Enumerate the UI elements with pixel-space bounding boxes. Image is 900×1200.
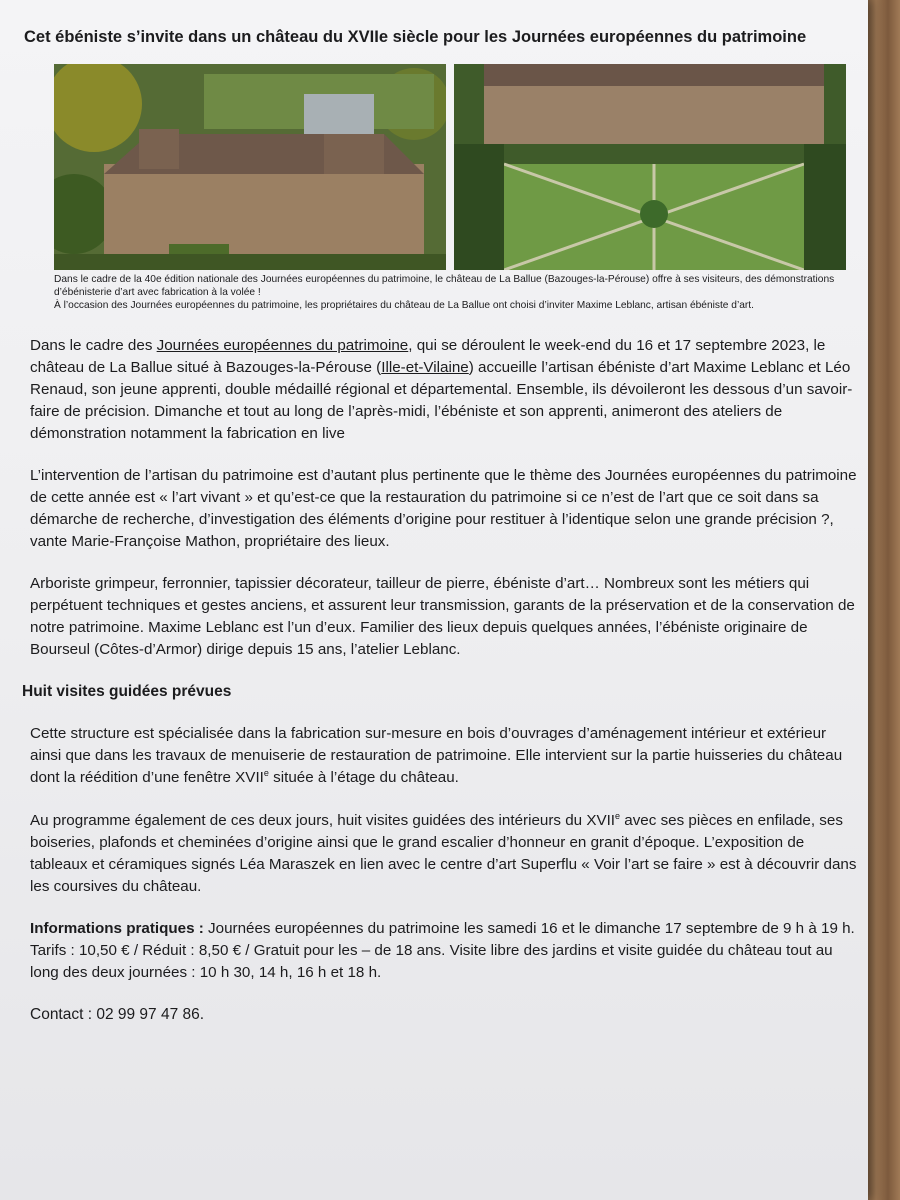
p1-text-b: , qui se déroulent le week-end du 16 et 17 septembre 2023, le château de La Ballue situé à Bazouges-la-Pérouse ( bbox=[30, 336, 826, 376]
article-content bbox=[20, 28, 860, 1046]
p5-text-b: avec ses pièces en enfilade, ses boiseries, plafonds et cheminées d’origine ainsi que le grand escalier d’honneur en granit d’époque. L’exposition de tableaux et céramiques signés Léa Maraszek en lien avec le centre d’art Superflu « Voir l’art se faire » est à découvrir dans les coursives du château. bbox=[30, 811, 857, 895]
p4-text-a: Cette structure est spécialisée dans la fabrication sur-mesure en bois d’ouvrages d’aménagement intérieur et extérieur ainsi que dans les travaux de menuiserie de restauration de patrimoine. Elle intervient sur la partie huisseries du château dont la réédition d’une fenêtre XVII bbox=[30, 725, 843, 787]
p1-text-c: ) accueille l’artisan ébéniste d’art Maxime Leblanc et Léo Renaud, son jeune apprenti, double médaillé régional et départemental. Ensemble, ils dévoileront les dessous d’un savoir-faire de précision. Dimanche et tout au long de l’après-midi, l’ébéniste et son apprenti, animeront des ateliers de démonstration notamment la fabrication en live bbox=[30, 358, 853, 442]
garden-aerial-illustration bbox=[454, 64, 846, 270]
practical-info-label: Informations pratiques : bbox=[30, 919, 204, 937]
p1-text-a: Dans le cadre des bbox=[30, 336, 157, 354]
paragraph-4 bbox=[30, 723, 860, 789]
ille-et-vilaine-link[interactable]: Ille-et-Vilaine bbox=[381, 358, 469, 376]
p5-superscript: e bbox=[615, 810, 621, 821]
paragraph-1 bbox=[30, 335, 860, 445]
chateau-aerial-photo bbox=[54, 64, 446, 270]
practical-info bbox=[30, 918, 860, 984]
journees-patrimoine-link[interactable]: Journées européennes du patrimoine bbox=[156, 336, 409, 354]
chateau-aerial-illustration bbox=[54, 64, 446, 270]
caption-line-1: Dans le cadre de la 40e édition nationale des Journées européennes du patrimoine, le château de La Ballue (Bazouges-la-Pérouse) offre à ses visiteurs, des démonstrations d’ébénisterie d’art avec fabrication à la volée ! bbox=[54, 273, 835, 299]
paragraph-3: Arboriste grimpeur, ferronnier, tapissier décorateur, tailleur de pierre, ébéniste d’art… Nombreux sont les métiers qui perpétuent techniques et gestes anciens, et assurent leur transmission, garants de la préservation et de la conservation de notre patrimoine. Maxime Leblanc est l’un d’eux. Familier des lieux depuis quelques années, l’ébéniste originaire de Bourseul (Côtes-d’Armor) dirige depuis 15 ans, l’atelier Leblanc. bbox=[30, 574, 855, 658]
p4-superscript: e bbox=[263, 768, 269, 779]
paragraph-2: L’intervention de l’artisan du patrimoine est d’autant plus pertinente que le thème des Journées européennes du patrimoine de cette année est « l’art vivant » et qu’est-ce que la restauration du patrimoine si ce n’est de l’art que ce soit dans sa démarche de recherche, d’investigation des éléments d’origine pour restituer à l’identique selon une grande précision ?, vante Marie-Françoise Mathon, propriétaire des lieux. bbox=[30, 466, 857, 550]
p5-text-a: Au programme également de ces deux jours, huit visites guidées des intérieurs du XVII bbox=[30, 811, 616, 829]
chateau-garden-photo bbox=[454, 64, 846, 270]
paragraph-5 bbox=[30, 810, 860, 898]
practical-info-text: Journées européennes du patrimoine les samedi 16 et le dimanche 17 septembre de 9 h à 19 h. Tarifs : 10,50 € / Réduit : 8,50 € / Gratuit pour les – de 18 ans. Visite libre des jardins et visite guidée du château tout au long des deux journées : 10 h 30, 14 h, 16 h et 18 h. bbox=[30, 919, 855, 981]
p4-text-b: située à l’étage du château. bbox=[268, 769, 459, 787]
photo-caption bbox=[54, 273, 854, 313]
section-heading: Huit visites guidées prévues bbox=[22, 682, 232, 700]
photo-row bbox=[54, 64, 860, 270]
contact-line: Contact : 02 99 97 47 86. bbox=[30, 1005, 205, 1023]
article-body bbox=[20, 335, 860, 1027]
caption-line-2: À l’occasion des Journées européennes du patrimoine, les propriétaires du château de La Ballue ont choisi d’inviter Maxime Leblanc, artisan ébéniste d’art. bbox=[54, 300, 754, 312]
article-title: Cet ébéniste s’invite dans un château du XVIIe siècle pour les Journées européennes du patrimoine bbox=[24, 28, 807, 46]
